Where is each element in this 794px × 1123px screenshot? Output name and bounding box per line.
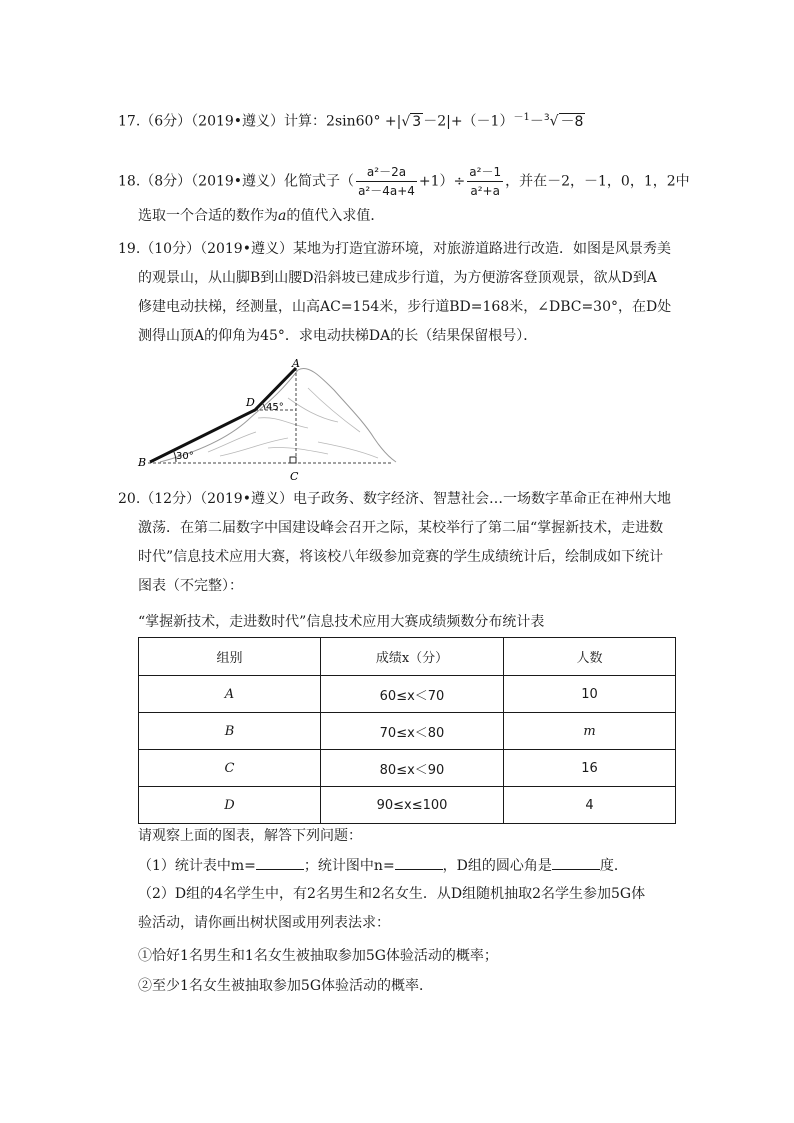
question-19-line-2: 的观景山，从山脚B到山腰D沿斜坡已建成步行道，为方便游客登顶观景，欲从D到A (138, 270, 657, 286)
fraction-2-denominator: a²+a (470, 184, 500, 198)
right-angle-mark (290, 457, 296, 463)
q17-exponent: －1 (513, 112, 530, 123)
label-angle-30: 30° (176, 451, 194, 462)
header-count: 人数 (504, 638, 676, 676)
answer-blank-n[interactable] (395, 855, 443, 870)
table-row (139, 750, 676, 787)
cell-score: 80≤x＜90 (321, 750, 504, 787)
q18-line2-text: 选取一个合适的数作为 (138, 208, 278, 224)
fraction-1-denominator: a²－4a+4 (358, 184, 415, 198)
sub-question-2: （2）D组的4名学生中，有2名男生和2名女生．从D组随机抽取2名学生参加5G体 (138, 886, 646, 902)
table-header-row (139, 638, 676, 676)
cell-score: 60≤x＜70 (321, 676, 504, 713)
sub1-text-a: （1）统计表中m= (138, 858, 256, 874)
cell-score: 70≤x＜80 (321, 713, 504, 750)
cell-count: 16 (504, 750, 676, 787)
cube-radicand: －8 (560, 113, 584, 130)
question-19-line-4: 测得山顶A的仰角为45°．求电动扶梯DA的长（结果保留根号）． (138, 328, 538, 344)
question-17 (118, 108, 585, 132)
mountain-texture (208, 388, 378, 458)
question-18 (118, 163, 690, 200)
sub-question-1 (138, 855, 628, 876)
cube-index: 3 (543, 113, 550, 123)
sub1-text-c: ，D组的圆心角是 (442, 858, 552, 874)
header-group: 组别 (139, 638, 321, 676)
question-19-line-3: 修建电动扶梯，经测量，山高AC=154米，步行道BD=168米，∠DBC=30°，在D处 (138, 299, 672, 315)
cell-score: 90≤x≤100 (321, 787, 504, 824)
header-score: 成绩x（分） (321, 638, 504, 676)
sub-intro: 请观察上面的图表，解答下列问题： (138, 828, 362, 844)
answer-blank-m[interactable] (256, 855, 304, 870)
label-d: D (246, 396, 255, 409)
q18-plus: +1）÷ (418, 173, 466, 190)
q17-head: 17.（6分）（2019•遵义）计算：2sin60° +| (118, 113, 402, 130)
fraction-2-numerator: a²－1 (467, 163, 503, 182)
cell-count: 10 (504, 676, 676, 713)
cell-count: m (504, 713, 676, 750)
question-20-line-3: 时代”信息技术应用大赛，将该校八年级参加竞赛的学生成绩统计后，绘制成如下统计 (138, 549, 664, 565)
q17-mid: －2|+（－1） (423, 113, 514, 130)
mountain-outline (160, 368, 396, 462)
question-18-line-2 (138, 206, 384, 226)
frequency-table (138, 637, 676, 824)
sub-question-2-line-2: 验活动，请你画出树状图或用列表法求： (138, 915, 390, 931)
q18-tail: ，并在－2，－1，0，1，2中 (505, 173, 690, 190)
label-angle-45: 45° (266, 402, 284, 413)
table-row (139, 713, 676, 750)
question-19-line-1: 19.（10分）（2019•遵义）某地为打造宜游环境，对旅游道路进行改造．如图是风景秀美 (118, 241, 671, 257)
sub-question-2-part-1: ①恰好1名男生和1名女生被抽取参加5G体验活动的概率； (138, 948, 498, 964)
q17-tail: － (529, 113, 544, 130)
sub1-text-d: 度． (599, 858, 628, 874)
table-row (139, 676, 676, 713)
cell-group: D (139, 787, 321, 824)
cell-group: A (139, 676, 321, 713)
label-b: B (138, 456, 147, 469)
mountain-figure (138, 357, 398, 483)
fraction-1 (356, 163, 417, 200)
question-20-line-1: 20.（12分）（2019•遵义）电子政务、数字经济、智慧社会…一场数字革命正在神州大地 (118, 491, 671, 507)
question-20-line-4: 图表（不完整）： (138, 578, 243, 594)
fraction-1-numerator: a²－2a (356, 163, 417, 182)
sub-question-2-part-2: ②至少1名女生被抽取参加5G体验活动的概率． (138, 978, 433, 994)
cell-group: B (139, 713, 321, 750)
cell-group: C (139, 750, 321, 787)
question-20-line-2: 激荡．在第二届数字中国建设峰会召开之际，某校举行了第二届“掌握新技术，走进数 (138, 520, 664, 536)
sqrt-3: √ 3 (401, 113, 422, 130)
label-a: A (292, 357, 300, 370)
table-row (139, 787, 676, 824)
q18-variable: a (278, 208, 287, 224)
sqrt-radicand: 3 (412, 113, 422, 130)
q18-head: 18.（8分）（2019•遵义）化简式子（ (118, 173, 355, 190)
fraction-2 (467, 163, 503, 200)
cell-count: 4 (504, 787, 676, 824)
label-c: C (290, 470, 299, 483)
q18-line2-tail: 的值代入求值． (286, 208, 385, 224)
table-caption: “掌握新技术，走进数时代”信息技术应用大赛成绩频数分布统计表 (138, 614, 545, 630)
answer-blank-angle[interactable] (552, 855, 600, 870)
sub1-text-b: ；统计图中n= (303, 858, 395, 874)
cube-root: $^3$√ －8 (543, 113, 584, 130)
